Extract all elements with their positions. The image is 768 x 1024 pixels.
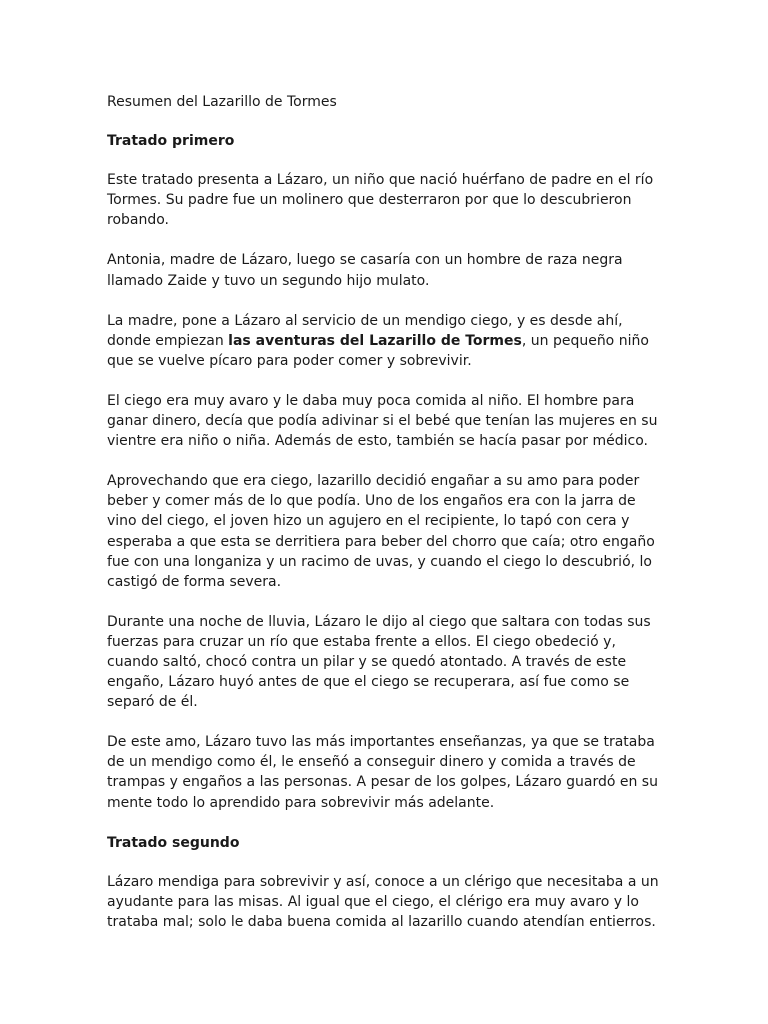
paragraph-text-after: , un pequeño niño que se vuelve pícaro para poder comer y sobrevivir. <box>107 332 649 369</box>
paragraph: Este tratado presenta a Lázaro, un niño que nació huérfano de padre en el río Tormes. Su padre fue un molinero que desterraron por que lo descubrieron robando. <box>107 172 654 229</box>
document-page <box>107 92 667 952</box>
paragraph: De este amo, Lázaro tuvo las más importantes enseñanzas, ya que se trataba de un mendigo como él, le enseñó a conseguir dinero y comida a través de trampas y engaños a las personas. A pesar de los golpes, Lázaro guardó en su mente todo lo aprendido para sobrevivir más adelante. <box>107 734 658 811</box>
section-heading-tratado-primero: Tratado primero <box>107 133 235 150</box>
paragraph: Aprovechando que era ciego, lazarillo decidió engañar a su amo para poder beber y comer más de lo que podía. Uno de los engaños era con la jarra de vino del ciego, el joven hizo un agujero en el recipiente, lo tapó con cera y esperaba a que esta se derritiera para beber del chorro que caía; otro engaño fue con una longaniza y un racimo de uvas, y cuando el ciego lo descubrió, lo castigó de forma severa. <box>107 473 655 590</box>
paragraph-text-before: La madre, pone a Lázaro al servicio de un mendigo ciego, y es desde ahí, donde empiezan <box>107 312 623 349</box>
paragraph: Lázaro mendiga para sobrevivir y así, conoce a un clérigo que necesitaba a un ayudante para las misas. Al igual que el ciego, el clérigo era muy avaro y lo trataba mal; solo le daba buena comida al lazarillo cuando atendían entierros. <box>107 873 659 930</box>
section-heading-tratado-segundo: Tratado segundo <box>107 834 240 851</box>
emphasized-phrase: las aventuras del Lazarillo de Tormes <box>228 332 522 349</box>
document-title: Resumen del Lazarillo de Tormes <box>107 94 337 110</box>
paragraph: El ciego era muy avaro y le daba muy poca comida al niño. El hombre para ganar dinero, decía que podía adivinar si el bebé que tenían las mujeres en su vientre era niño o niña. Además de esto, también se hacía pasar por médico. <box>107 392 658 450</box>
paragraph: Antonia, madre de Lázaro, luego se casaría con un hombre de raza negra llamado Zaide y tuvo un segundo hijo mulato. <box>107 252 623 289</box>
paragraph-with-emphasis <box>107 311 667 371</box>
paragraph: Durante una noche de lluvia, Lázaro le dijo al ciego que saltara con todas sus fuerzas para cruzar un río que estaba frente a ellos. El ciego obedeció y, cuando saltó, chocó contra un pilar y se quedó atontado. A través de este engaño, Lázaro huyó antes de que el ciego se recuperara, así fue como se separó de él. <box>107 613 651 711</box>
